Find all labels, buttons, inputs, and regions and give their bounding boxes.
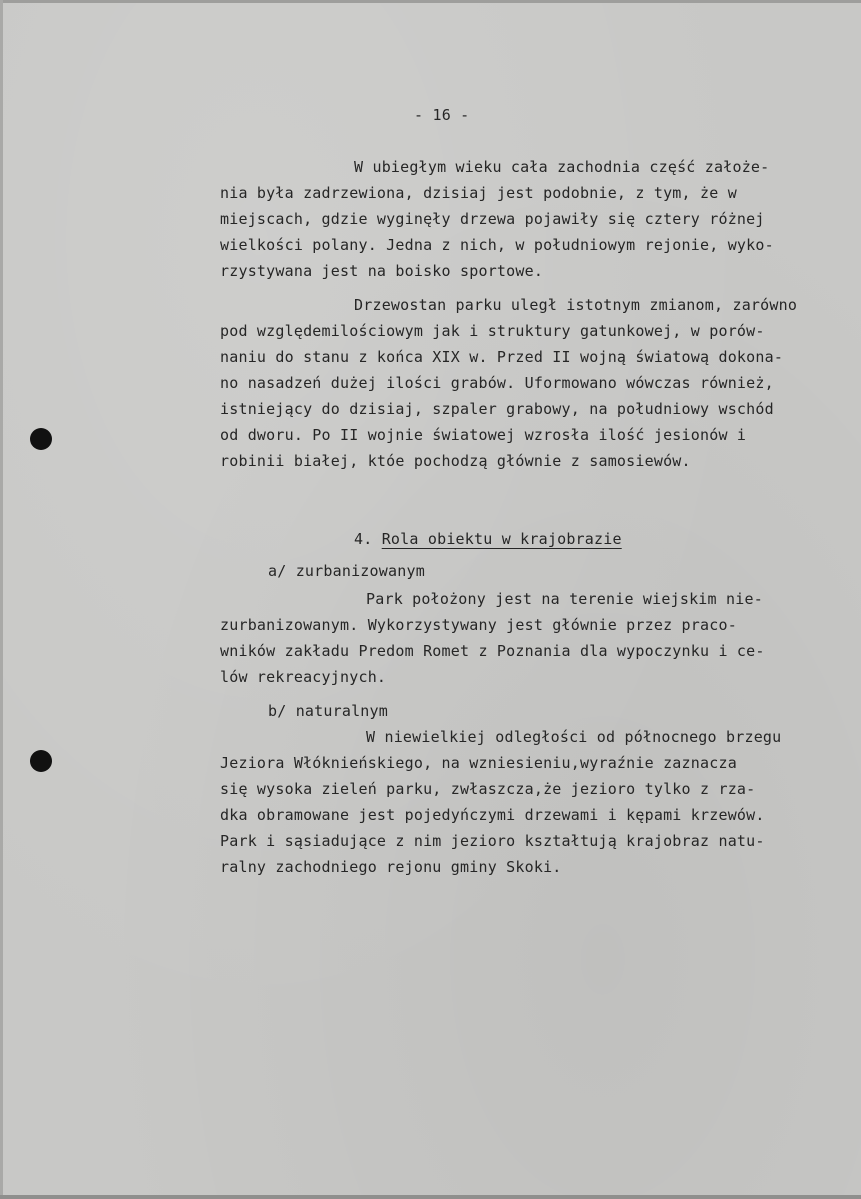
subsection-a-line-3: wników zakładu Predom Romet z Poznania dla wypoczynku i ce-	[220, 642, 765, 660]
paragraph-2-line-7: robinii białej, któe pochodzą głównie z samosiewów.	[220, 452, 691, 470]
paragraph-1-line-3: miejscach, gdzie wyginęły drzewa pojawiły się cztery różnej	[220, 210, 765, 228]
paragraph-2-line-1: Drzewostan parku uległ istotnym zmianom, zarówno	[354, 296, 798, 314]
paragraph-2-line-3: naniu do stanu z końca XIX w. Przed II wojną światową dokona-	[220, 348, 784, 366]
punch-hole-upper	[30, 428, 52, 450]
page-top-edge	[0, 0, 861, 3]
paragraph-1-line-2: nia była zadrzewiona, dzisiaj jest podobnie, z tym, że w	[220, 184, 737, 202]
punch-hole-lower	[30, 750, 52, 772]
subsection-b-line-2: Jeziora Włókniеńskiego, na wzniesieniu,wyraźnie zaznacza	[220, 754, 737, 772]
subsection-a-line-2: zurbanizowanym. Wykorzystywany jest głównie przez praco-	[220, 616, 737, 634]
paragraph-2-line-6: od dworu. Po II wojnie światowej wzrosła ilość jesionów i	[220, 426, 747, 444]
subsection-b-line-1: W niewielkiej odległości od północnego brzegu	[366, 728, 782, 746]
paragraph-1-line-4: wielkości polany. Jedna z nich, w południowym rejonie, wyko-	[220, 236, 774, 254]
paragraph-1-line-5: rzystywana jest na boisko sportowe.	[220, 262, 544, 280]
paragraph-1-line-1: W ubiegłym wieku cała zachodnia część założe-	[354, 158, 770, 176]
section-number: 4.	[354, 530, 373, 548]
subsection-b-line-3: się wysoka zieleń parku, zwłaszcza,że jezioro tylko z rza-	[220, 780, 756, 798]
paragraph-2-line-4: no nasadzeń dużej ilości grabów. Uformowano wówczas również,	[220, 374, 774, 392]
subsection-a-line-4: lów rekreacyjnych.	[220, 668, 387, 686]
page-bottom-edge	[0, 1195, 861, 1199]
page-number: - 16 -	[414, 106, 470, 124]
subsection-b-line-4: dka obramowane jest pojedyńczymi drzewami i kępami krzewów.	[220, 806, 765, 824]
paragraph-2-line-2: pod względemilościowym jak i struktury gatunkowej, w porów-	[220, 322, 765, 340]
subsection-b-line-6: ralny zachodniego rejonu gminy Skoki.	[220, 858, 562, 876]
subsection-a-heading: a/ zurbanizowanym	[268, 562, 425, 580]
page-left-edge	[0, 0, 3, 1199]
subsection-b-heading: b/ naturalnym	[268, 702, 388, 720]
subsection-a-line-1: Park położony jest na terenie wiejskim nie-	[366, 590, 763, 608]
section-title: Rola obiektu w krajobrazie	[381, 530, 622, 548]
paragraph-2-line-5: istniejący do dzisiaj, szpaler grabowy, na południowy wschód	[220, 400, 774, 418]
subsection-b-line-5: Park i sąsiadujące z nim jezioro kształtują krajobraz natu-	[220, 832, 765, 850]
section-heading	[354, 530, 622, 548]
